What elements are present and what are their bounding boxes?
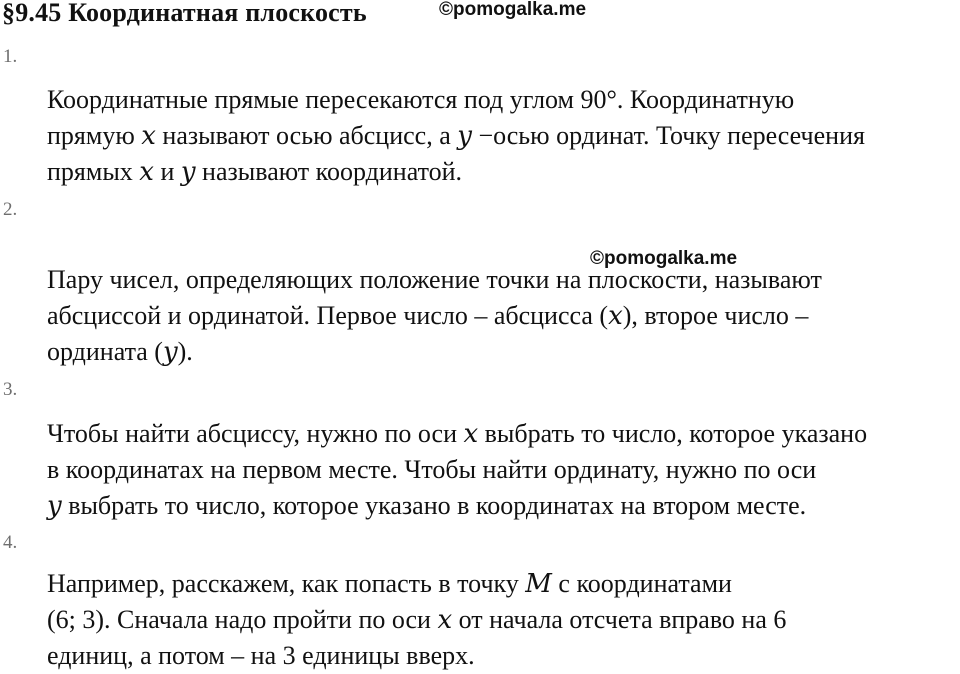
item-number: 1.	[3, 46, 18, 67]
paragraph	[47, 82, 865, 190]
paragraph-line: 𝑦 выбрать то число, которое указано в координатах на втором месте.	[47, 491, 807, 520]
item-number: 4.	[3, 532, 18, 553]
page-title: §9.45 Координатная плоскость	[2, 0, 367, 27]
paragraph-line: абсциссой и ординатой. Первое число – абсцисса (𝑥), второе число –	[47, 301, 809, 330]
paragraph-line: единиц, а потом – на 3 единицы вверх.	[47, 641, 475, 670]
paragraph-line: Чтобы найти абсциссу, нужно по оси 𝑥 выбрать то число, которое указано	[47, 419, 868, 448]
paragraph-line: Пару чисел, определяющих положение точки на плоскости, называют	[47, 265, 822, 294]
watermark: ©pomogalka.me	[590, 248, 738, 269]
paragraph-line: в координатах на первом месте. Чтобы найти ординату, нужно по оси	[47, 455, 817, 484]
paragraph-line: прямую 𝑥 называют осью абсцисс, а 𝑦 −осью ординат. Точку пересечения	[47, 121, 865, 150]
paragraph-line: прямых 𝑥 и 𝑦 называют координатой.	[47, 157, 462, 186]
paragraph-line: Координатные прямые пересекаются под углом 90°. Координатную	[47, 85, 795, 114]
paragraph	[47, 566, 786, 674]
item-number: 3.	[3, 379, 18, 400]
item-number: 2.	[3, 199, 18, 220]
paragraph	[47, 416, 867, 524]
watermark: ©pomogalka.me	[439, 0, 587, 20]
paragraph-line: ордината (𝑦).	[47, 337, 193, 366]
paragraph	[47, 262, 822, 370]
paragraph-line: (6; 3). Сначала надо пройти по оси 𝑥 от начала отсчета вправо на 6	[47, 605, 787, 634]
paragraph-line: Например, расскажем, как попасть в точку 𝑀 с координатами	[47, 569, 732, 598]
